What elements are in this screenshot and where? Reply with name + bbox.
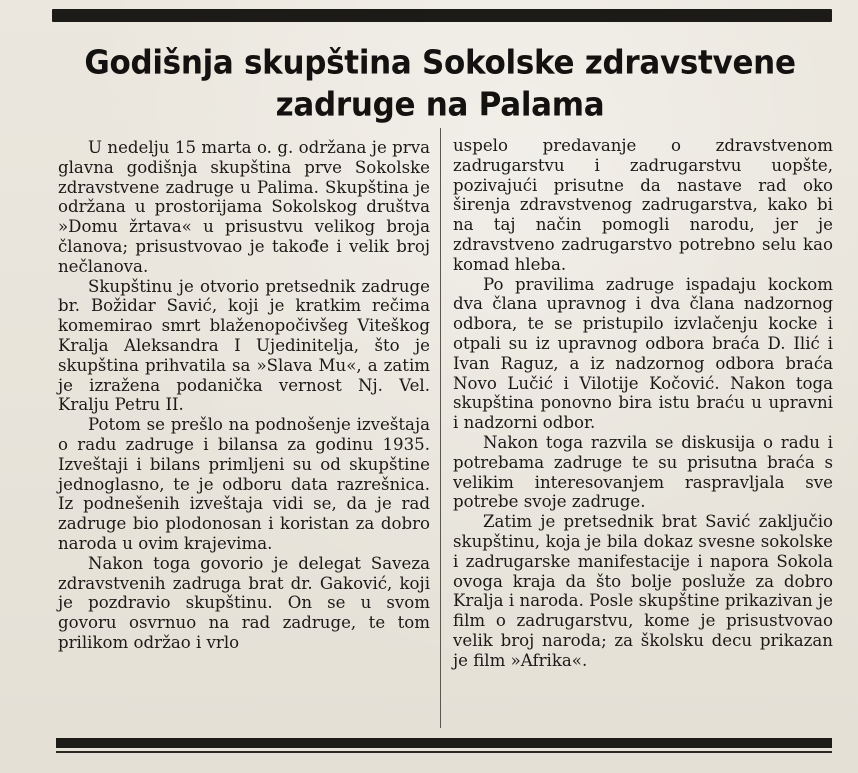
paragraph: Po pravilima zadruge ispadaju kockom dva člana upravnog i dva člana nadzornog odbora, te se pristupilo izvlačenju kocke i otpali su iz upravnog odbora braća D. Ilić i Ivan Raguz, a iz nadzornog odbora braća Novo Lučić i Vilotije Kočović. Nakon toga skupština ponovno bira istu braću u upravni i nadzorni odbor. [453, 274, 833, 433]
paragraph: Nakon toga govorio je delegat Saveza zdravstvenih zadruga brat dr. Gaković, koji je pozdravio skupštinu. On se u svom govoru osvrnuo na rad zadruge, te tom prilikom održao i vrlo [58, 553, 430, 652]
paragraph: Zatim je pretsednik brat Savić zaključio skupštinu, koja je bila dokaz svesne sokolske i zadrugarske manifestacije i napora Sokola ovoga kraja da što bolje posluže za dobro Kralja i naroda. Posle skupštine prikazivan je film o zadrugarstvu, kome je prisustvovao velik broj naroda; za školsku decu prikazan je film »Afrika«. [453, 512, 833, 670]
article-headline [40, 42, 840, 126]
paragraph: U nedelju 15 marta o. g. održana je prva glavna godišnja skupština prve Sokolske zdravstvene zadruge u Palima. Skupština je održana u prostorijama Sokolskog društva »Domu žrtava« u prisustvu velikog broja članova; prisustvovao je takođe i velik broj nečlanova. [58, 138, 430, 276]
headline-line-1: Godišnja skupština Sokolske zdravstvene [84, 44, 796, 82]
headline-line-2: zadruge na Palama [275, 86, 605, 124]
paragraph: Nakon toga razvila se diskusija o radu i potrebama zadruge te su prisutna braća s velikim interesovanjem raspravljala sve potrebe svoje zadruge. [453, 432, 833, 512]
bottom-rule [56, 738, 832, 748]
right-column [453, 136, 833, 671]
left-column [58, 138, 430, 653]
paragraph: Potom se prešlo na podnošenje izveštaja o radu zadruge i bilansa za godinu 1935. Izveštaji i bilans primljeni su od skupštine jednoglasno, te je odboru data razrešnica. Iz podnešenih izveštaja vidi se, da je rad zadruge bio plodonosan i koristan za dobro naroda u ovim krajevima. [58, 415, 430, 553]
paragraph: Skupštinu je otvorio pretsednik zadruge br. Božidar Savić, koji je kratkim rečima komemirao smrt blaženopočivšeg Viteškog Kralja Aleksandra I Ujedinitelja, što je skupština prihvatila sa »Slava Mu«, a zatim je izražena podanička vernost Nj. Vel. Kralju Petru II. [58, 276, 430, 415]
top-rule [52, 9, 832, 22]
column-divider [440, 128, 441, 728]
paragraph-continuation: uspelo predavanje o zdravstvenom zadrugarstvu i zadrugarstvu uopšte, pozivajući prisutne da nastave rad oko širenja zdravstvenog zadrugarstva, kako bi na taj način pomogli narodu, jer je zdravstveno zadrugarstvo potrebno selu kao komad hleba. [453, 136, 833, 274]
bottom-rule-thin [56, 751, 832, 753]
